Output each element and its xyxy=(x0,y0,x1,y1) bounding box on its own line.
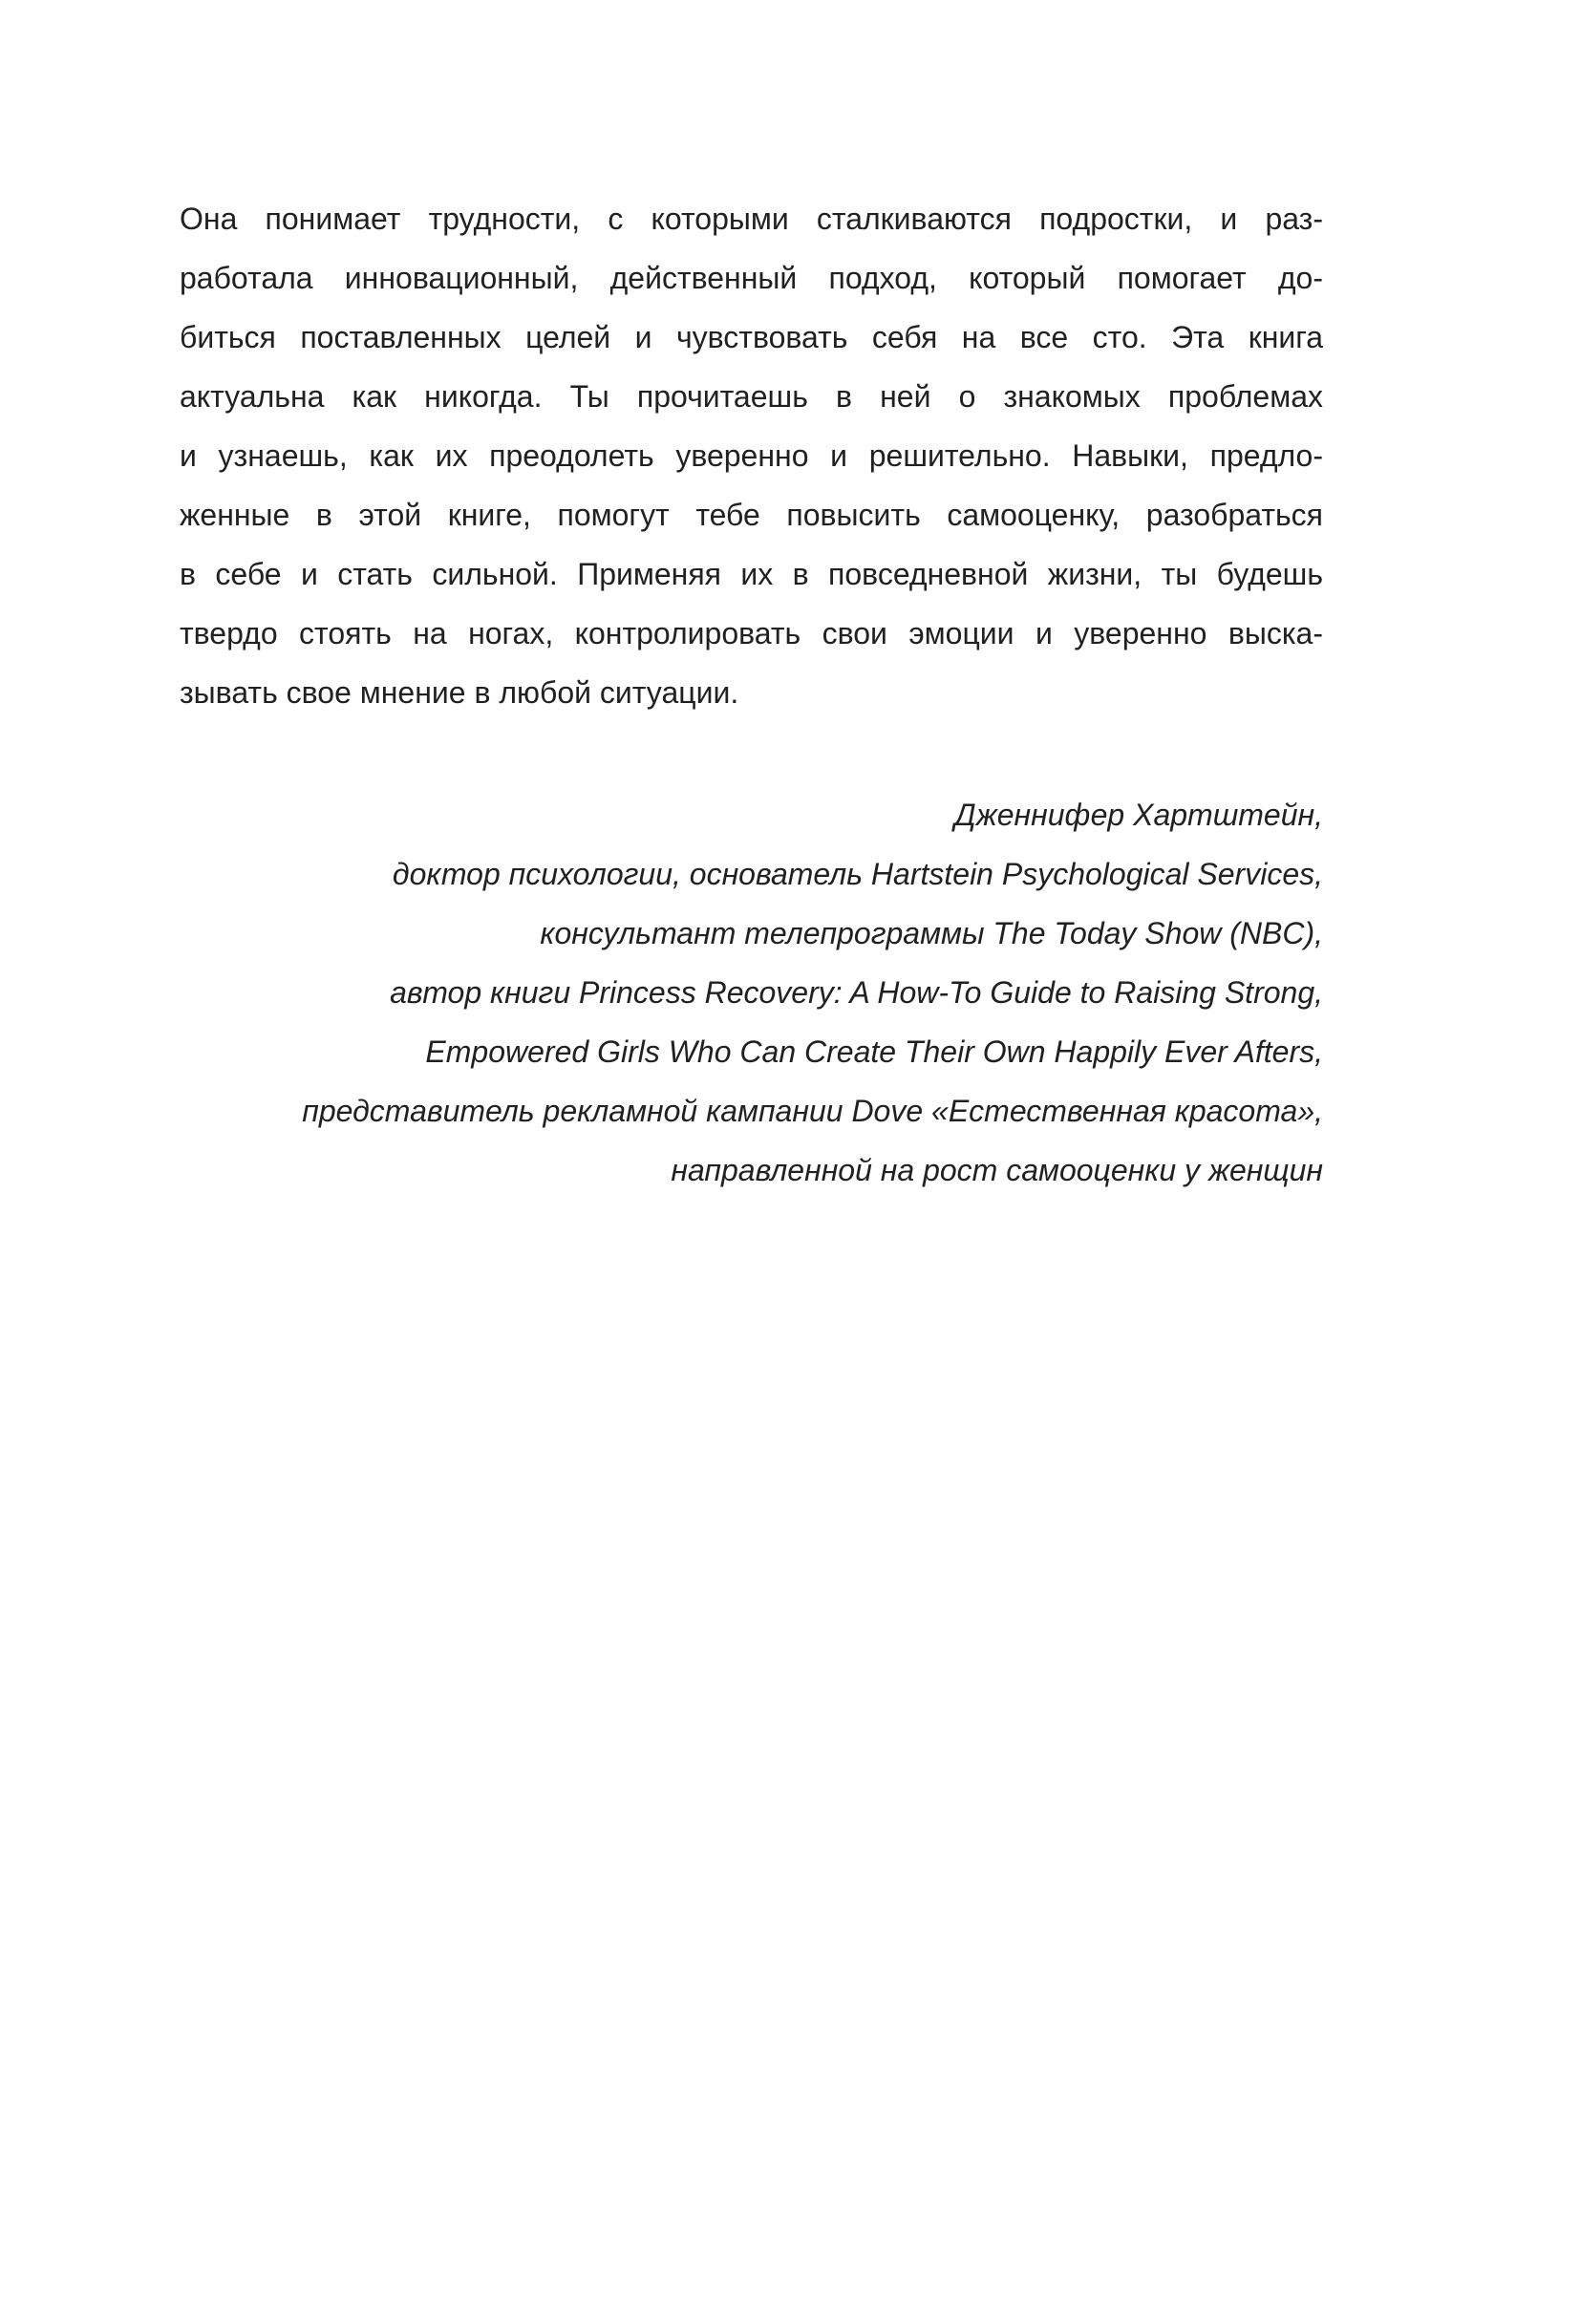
attribution-line: автор книги Princess Recovery: A How-To Guide to Raising Strong, xyxy=(390,975,1323,1010)
review-line: зывать свое мнение в любой ситуации. xyxy=(180,675,739,710)
review-line: в себе и стать сильной. Применяя их в повседневной жизни, ты будешь xyxy=(180,557,1323,591)
review-line: твердо стоять на ногах, контролировать свои эмоции и уверенно выска- xyxy=(180,616,1323,650)
attribution-line: консультант телепрограммы The Today Show (NBC), xyxy=(540,916,1323,950)
review-line: биться поставленных целей и чувствовать себя на все сто. Эта книга xyxy=(180,320,1323,354)
review-line: Она понимает трудности, с которыми сталкиваются подростки, и раз- xyxy=(180,202,1323,236)
attribution-line: представитель рекламной кампании Dove «Естественная красота», xyxy=(302,1094,1323,1128)
author-name: Дженнифер Хартштейн, xyxy=(954,798,1323,832)
review-line: работала инновационный, действенный подход, который помогает до- xyxy=(180,261,1323,295)
review-line: женные в этой книге, помогут тебе повысить самооценку, разобраться xyxy=(180,498,1323,532)
attribution-block xyxy=(180,785,1323,1200)
review-line: актуальна как никогда. Ты прочитаешь в ней о знакомых проблемах xyxy=(180,379,1323,414)
attribution-line: Empowered Girls Who Can Create Their Own Happily Ever Afters, xyxy=(425,1034,1323,1069)
review-paragraph xyxy=(180,189,1323,722)
attribution-line: направленной на рост самооценки у женщин xyxy=(671,1153,1323,1187)
attribution-line: доктор психологии, основатель Hartstein Psychological Services, xyxy=(392,857,1323,891)
review-line: и узнаешь, как их преодолеть уверенно и решительно. Навыки, предло- xyxy=(180,438,1323,473)
